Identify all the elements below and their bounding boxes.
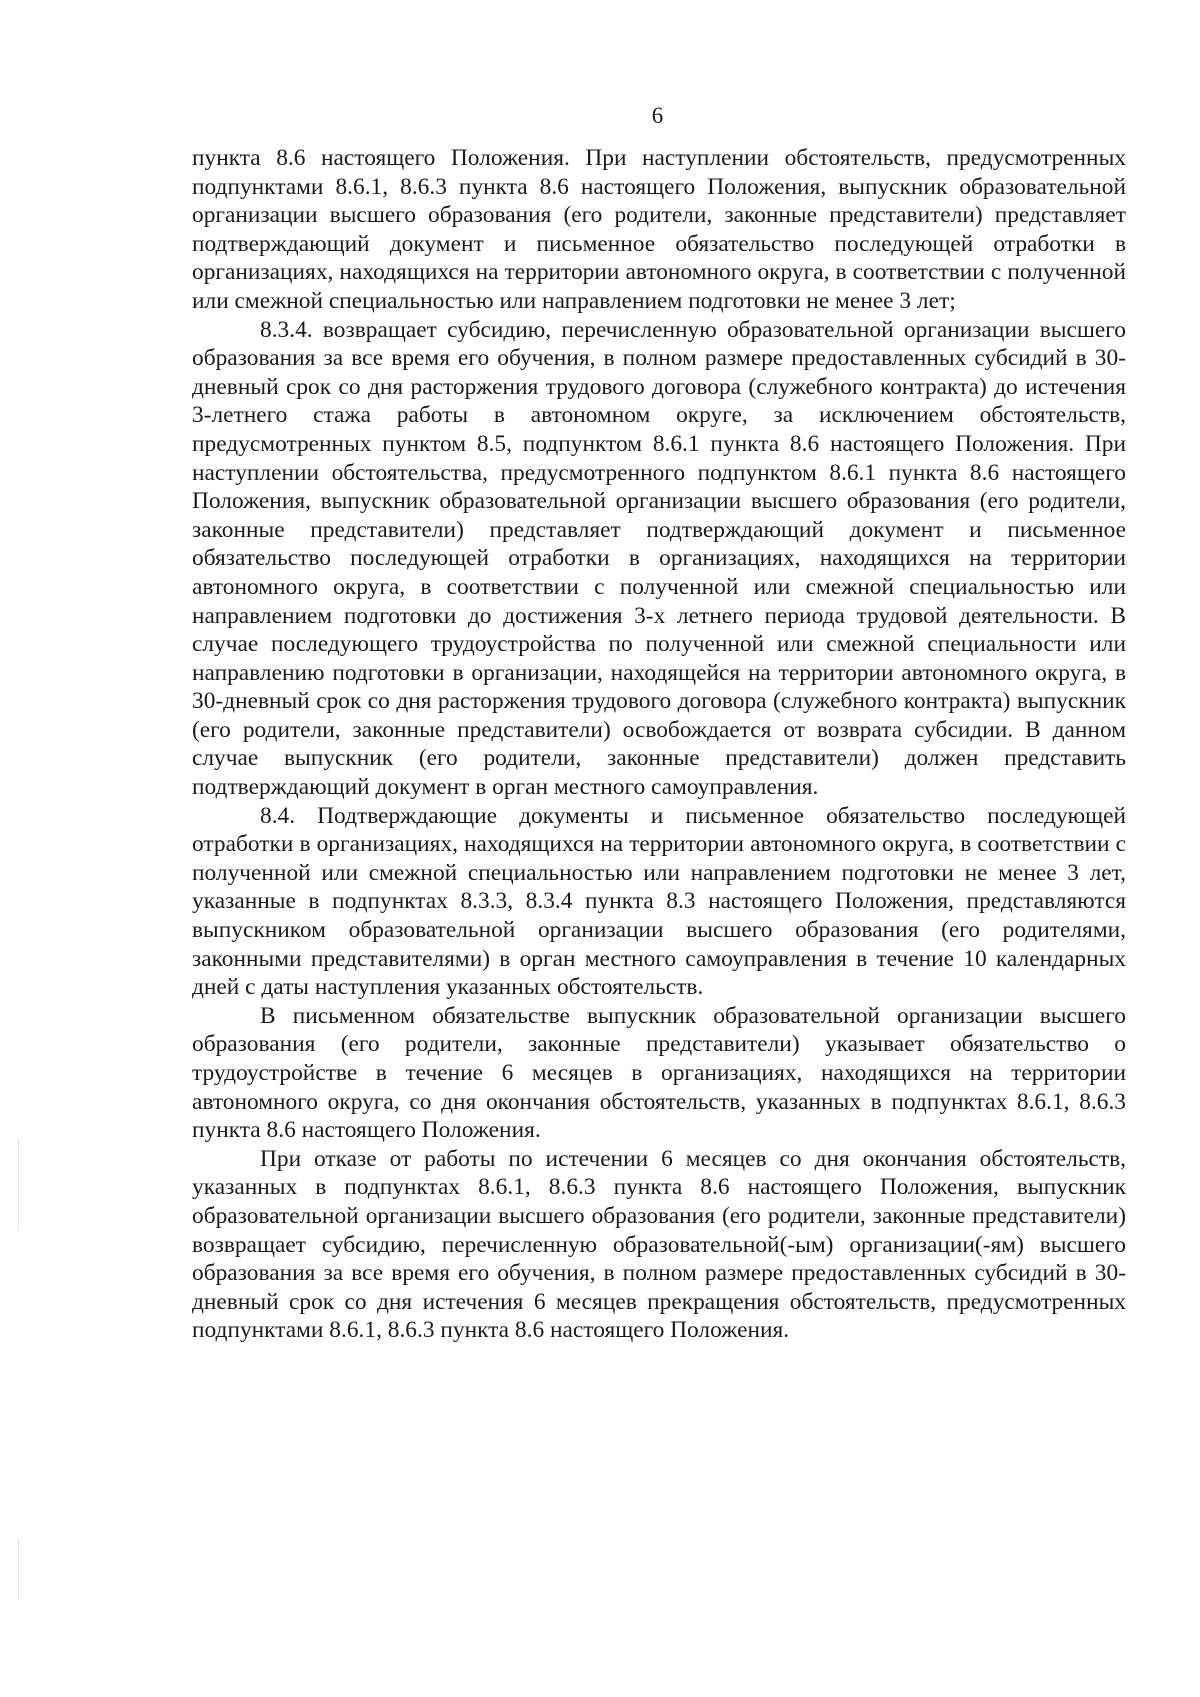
scan-margin-mark — [18, 1540, 19, 1600]
document-body — [192, 144, 1126, 1345]
paragraph-refusal: При отказе от работы по истечении 6 месяцев со дня окончания обстоятельств, указанных в подпунктах 8.6.1, 8.6.3 пункта 8.6 настоящего Положения, выпускник образовательной организации высшего образования (его родители, законные представители) возвращает субсидию, перечисленную образовательной(-ым) организации(-ям) высшего образования за все время его обучения, в полном размере предоставленных субсидий в 30-дневный срок со дня истечения 6 месяцев прекращения обстоятельств, предусмотренных подпунктами 8.6.1, 8.6.3 пункта 8.6 настоящего Положения. — [192, 1145, 1126, 1344]
paragraph-8-4: 8.4. Подтверждающие документы и письменное обязательство последующей отработки в организациях, находящихся на территории автономного округа, в соответствии с полученной или смежной специальностью или направлением подготовки не менее 3 лет, указанные в подпунктах 8.3.3, 8.3.4 пункта 8.3 настоящего Положения, представляются выпускником образовательной организации высшего образования (его родителями, законными представителями) в орган местного самоуправления в течение 10 календарных дней с даты наступления указанных обстоятельств. — [192, 802, 1126, 1001]
paragraph-written-obligation: В письменном обязательстве выпускник образовательной организации высшего образования (его родители, законные представители) указывает обязательство о трудоустройстве в течение 6 месяцев в организациях, находящихся на территории автономного округа, со дня окончания обстоятельств, указанных в подпунктах 8.6.1, 8.6.3 пункта 8.6 настоящего Положения. — [192, 1002, 1126, 1144]
scan-margin-mark — [18, 1140, 19, 1230]
page-number: 6 — [651, 103, 664, 128]
paragraph-continuation: пункта 8.6 настоящего Положения. При наступлении обстоятельств, предусмотренных подпунктами 8.6.1, 8.6.3 пункта 8.6 настоящего Положения, выпускник образовательной организации высшего образования (его родители, законные представители) представляет подтверждающий документ и письменное обязательство последующей отработки в организациях, находящихся на территории автономного округа, в соответствии с полученной или смежной специальностью или направлением подготовки не менее 3 лет; — [192, 145, 1126, 314]
paragraph-8-3-4: 8.3.4. возвращает субсидию, перечисленную образовательной организации высшего образования за все время его обучения, в полном размере предоставленных субсидий в 30-дневный срок со дня расторжения трудового договора (служебного контракта) до истечения 3-летнего стажа работы в автономном округе, за исключением обстоятельств, предусмотренных пунктом 8.5, подпунктом 8.6.1 пункта 8.6 настоящего Положения. При наступлении обстоятельства, предусмотренного подпунктом 8.6.1 пункта 8.6 настоящего Положения, выпускник образовательной организации высшего образования (его родители, законные представители) представляет подтверждающий документ и письменное обязательство последующей отработки в организациях, находящихся на территории автономного округа, в соответствии с полученной или смежной специальностью или направлением подготовки до достижения 3-х летнего периода трудовой деятельности. В случае последующего трудоустройства по полученной или смежной специальности или направлению подготовки в организации, находящейся на территории автономного округа, в 30-дневный срок со дня расторжения трудового договора (служебного контракта) выпускник (его родители, законные представители) освобождается от возврата субсидии. В данном случае выпускник (его родители, законные представители) должен представить подтверждающий документ в орган местного самоуправления. — [192, 316, 1126, 801]
